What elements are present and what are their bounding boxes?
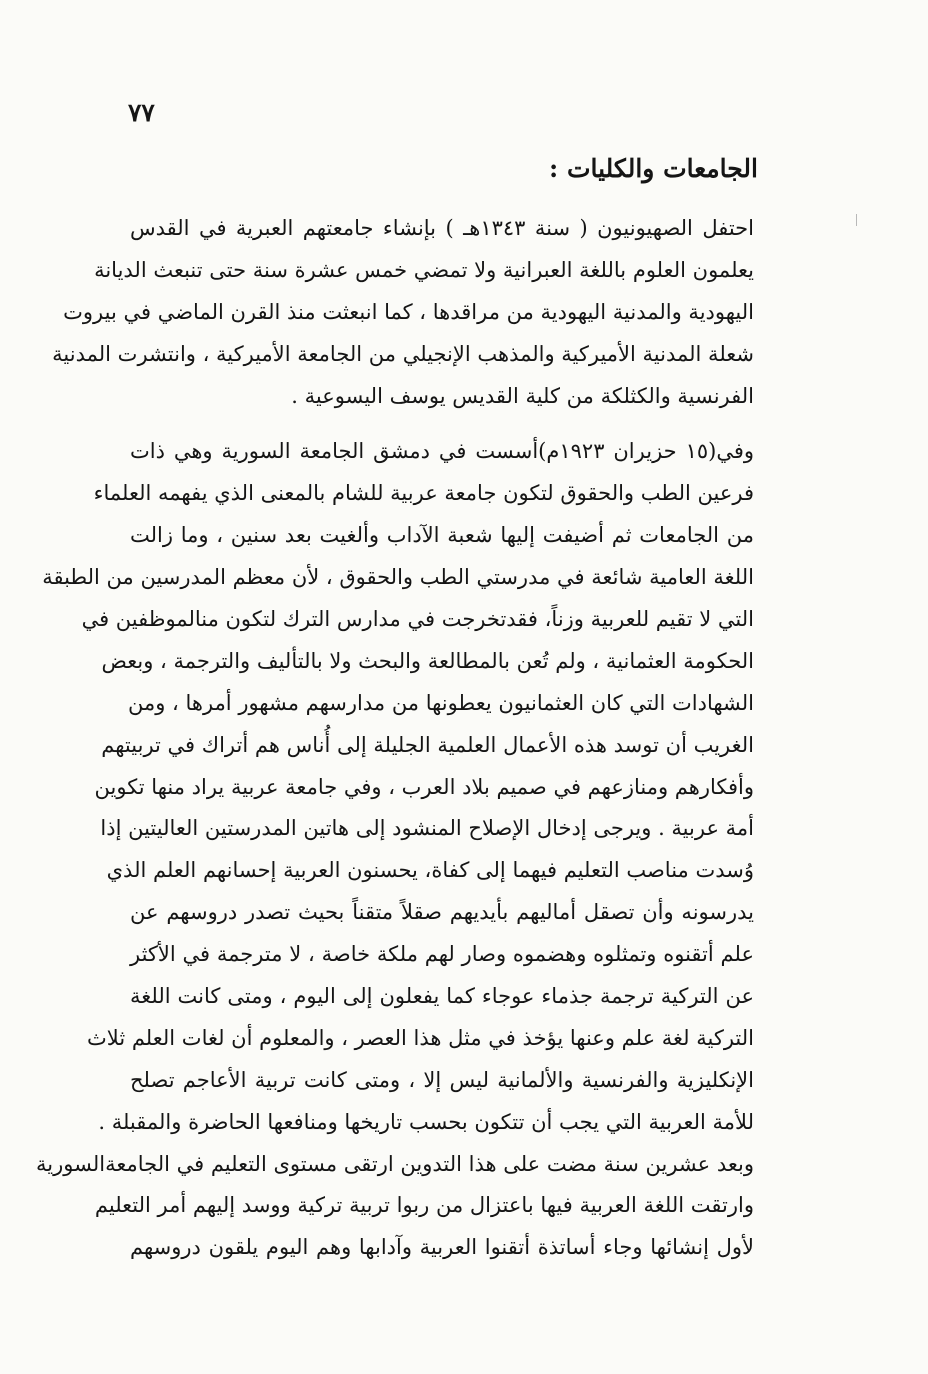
text-line: اللغة العامية شائعة في مدرستي الطب والحقوق ، لأن معظم المدرسين من الطبقة: [42, 565, 754, 590]
text-line: الغريب أن توسد هذه الأعمال العلمية الجليلة إلى أُناس هم أتراك في تربيتهم: [101, 732, 754, 757]
text-line: وارتقت اللغة العربية فيها باعتزال من ربوا تربية تركية ووسد إليهم أمر التعليم: [94, 1193, 754, 1218]
text-line: وُسدت مناصب التعليم فيهما إلى كفاة، يحسنون العربية إحسانهم العلم الذي: [106, 858, 754, 883]
text-line: شعلة المدنية الأميركية والمذهب الإنجيلي من الجامعة الأميركية ، وانتشرت المدنية: [52, 341, 754, 366]
text-line: للأمة العربية التي يجب أن تتكون بحسب تاريخها ومنافعها الحاضرة والمقبلة .: [98, 1109, 754, 1134]
text-line: عن التركية ترجمة جذماء عوجاء كما يفعلون إلى اليوم ، ومتى كانت اللغة: [130, 984, 754, 1009]
body-text: [36, 208, 755, 1269]
text-line: وبعد عشرين سنة مضت على هذا التدوين ارتقى مستوى التعليم في الجامعةالسورية: [36, 1151, 754, 1176]
text-line: الشهادات التي كان العثمانيون يعطونها من مدارسهم مشهور أمرها ، ومن: [128, 690, 754, 715]
text-line: يعلمون العلوم باللغة العبرانية ولا تمضي خمس عشرة سنة حتى تنبعث الديانة: [94, 257, 754, 282]
text-line: الفرنسية والكثلكة من كلية القديس يوسف اليسوعية .: [291, 383, 754, 408]
text-line: اليهودية والمدنية اليهودية من مراقدها ، كما انبعثت منذ القرن الماضي في بيروت: [63, 299, 754, 324]
text-line: احتفل الصهيونيون ( سنة ١٣٤٣هـ ) بإنشاء جامعتهم العبرية في القدس: [130, 216, 754, 240]
section-heading: الجامعات والكليات :: [549, 154, 758, 183]
text-line: الحكومة العثمانية ، ولم تُعن بالمطالعة والبحث ولا بالتأليف والترجمة ، وبعض: [101, 648, 754, 673]
text-line: يدرسونه وأن تصقل أماليهم بأيديهم صقلاً متقناً بحيث تصدر دروسهم عن: [130, 900, 754, 925]
text-line: التي لا تقيم للعربية وزناً، فقدتخرجت في مدارس الترك لتكون منالموظفين في: [81, 607, 754, 632]
text-line: من الجامعات ثم أضيفت إليها شعبة الآداب وألغيت بعد سنين ، وما زالت: [130, 523, 754, 548]
text-line: وأفكارهم ومنازعهم في صميم بلاد العرب ، وفي جامعة عربية يراد منها تكوين: [94, 774, 754, 799]
text-line: وفي(١٥ حزيران ١٩٢٣م)أسست في دمشق الجامعة السورية وهي ذات: [130, 439, 755, 464]
text-line: الإنكليزية والفرنسية والألمانية ليس إلا ، ومتى كانت تربية الأعاجم تصلح: [130, 1067, 754, 1092]
text-line: فرعين الطب والحقوق لتكون جامعة عربية للشام بالمعنى الذي يفهمه العلماء: [93, 481, 754, 506]
text-line: التركية لغة علم وعنها يؤخذ في مثل هذا العصر ، والمعلوم أن لغات العلم ثلاث: [87, 1025, 754, 1050]
text-line: أمة عربية . ويرجى إدخال الإصلاح المنشود إلى هاتين المدرستين العاليتين إذا: [100, 816, 754, 841]
paragraph-2: [36, 431, 755, 1269]
paragraph-1: [52, 208, 754, 417]
page-number: ٧٧: [128, 98, 155, 127]
text-line: لأول إنشائها وجاء أساتذة أتقنوا العربية وآدابها وهم اليوم يلقون دروسهم: [130, 1235, 754, 1260]
margin-mark: [856, 214, 857, 226]
text-line: علم أتقنوه وتمثلوه وهضموه وصار لهم ملكة خاصة ، لا مترجمة في الأكثر: [130, 942, 754, 967]
